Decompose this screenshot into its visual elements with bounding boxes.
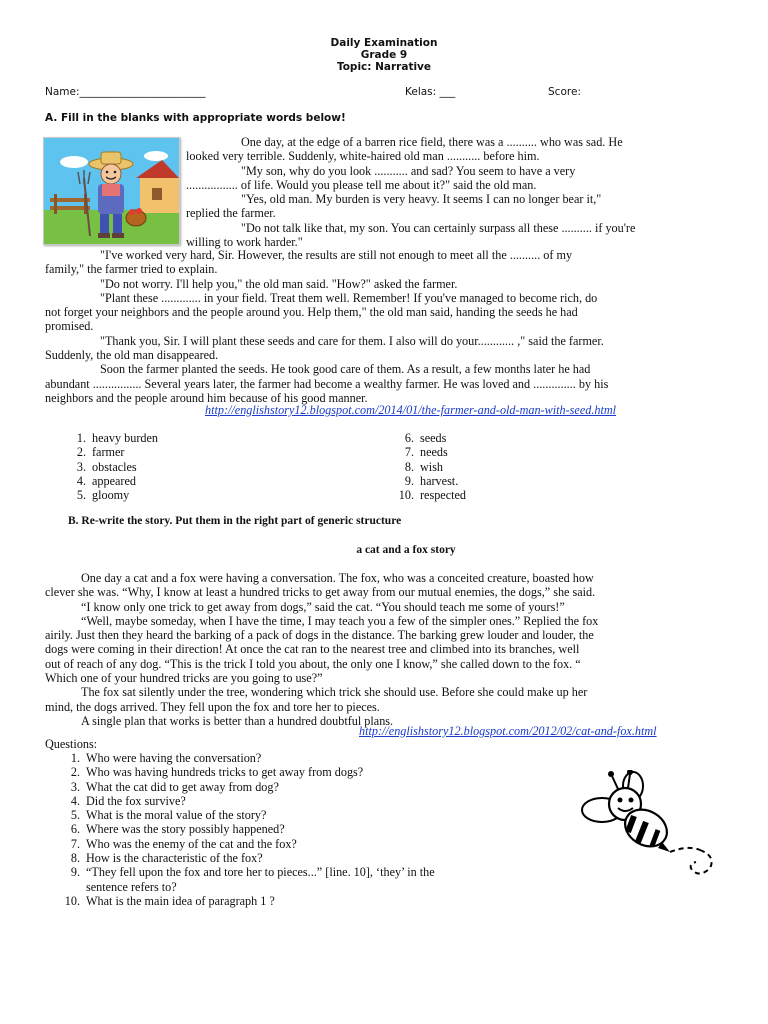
question-item <box>62 794 532 808</box>
story-line: neighbors and the people around him because of his good manner. <box>45 390 368 405</box>
exam-title: Daily Examination <box>330 37 438 49</box>
word-list-item-number: 7. <box>404 445 414 460</box>
word-list-item <box>396 488 646 502</box>
question-item-number: 4. <box>70 793 80 808</box>
question-item <box>62 780 532 794</box>
word-list-item-text: respected <box>420 488 467 503</box>
story-line: “Well, maybe someday, when I have the time, I may teach you a few of the simpler ones.” Replied the fox <box>81 613 599 628</box>
question-item-text: What the cat did to get away from dog? <box>86 779 279 794</box>
word-list-item-text: wish <box>420 459 444 474</box>
word-list-item <box>396 460 646 474</box>
word-list-item <box>68 445 318 459</box>
word-list-item-number: 4. <box>76 473 86 488</box>
story-line: clever she was. “Why, I know at least a hundred tricks to get away from our mutual enemies, the dogs,” she said. <box>45 585 596 600</box>
word-list-item-text: heavy burden <box>92 431 158 445</box>
word-list-item-number: 2. <box>76 445 86 460</box>
kelas-field-label: Kelas: ___ <box>405 86 456 98</box>
story-line: out of reach of any dog. “This is the trick I told you about, the only one I know,” she called down to the fox. “ <box>45 656 581 671</box>
question-item-number: 7. <box>70 836 80 851</box>
word-list-item-text: appeared <box>92 473 136 488</box>
question-item-number: 8. <box>70 851 80 866</box>
word-list-item-text: seeds <box>420 431 447 445</box>
score-field-label: Score: <box>548 86 581 98</box>
word-list-item-text: obstacles <box>92 459 137 474</box>
word-list-item-number: 8. <box>404 459 414 474</box>
question-item-number: 5. <box>70 808 80 823</box>
story-line: willing to work harder." <box>186 235 303 250</box>
exam-grade: Grade 9 <box>360 49 408 61</box>
story-line: "My son, why do you look ........... and sad? You seem to have a very <box>241 163 576 178</box>
exam-topic: Topic: Narrative <box>336 61 432 73</box>
question-item <box>62 837 532 851</box>
question-item <box>62 865 532 879</box>
story-line: replied the farmer. <box>186 206 276 221</box>
question-item-number: 10. <box>64 893 80 908</box>
questions-list <box>62 751 532 908</box>
story-line: "Yes, old man. My burden is very heavy. It seems I can no longer bear it," <box>241 192 602 207</box>
story-a-full-text <box>45 248 716 405</box>
question-item-text: Who were having the conversation? <box>86 751 262 765</box>
name-field-label: Name:________________________ <box>45 86 206 98</box>
story-line: promised. <box>45 319 94 334</box>
question-item <box>62 880 532 894</box>
question-item-text: Where was the story possibly happened? <box>86 822 285 837</box>
word-list-item-text: needs <box>420 445 448 460</box>
question-item-text: What is the moral value of the story? <box>86 808 267 823</box>
word-list-item-text: gloomy <box>92 488 130 503</box>
story-line: Soon the farmer planted the seeds. He took good care of them. As a result, a few months later he had <box>100 362 591 377</box>
word-list-item-number: 3. <box>76 459 86 474</box>
word-list-item-number: 1. <box>76 431 86 445</box>
word-list-item <box>68 474 318 488</box>
question-item-text: Did the fox survive? <box>86 793 186 808</box>
story-line: The fox sat silently under the tree, wondering which trick she should use. Before she could make up her <box>81 685 588 700</box>
story-line: "Do not worry. I'll help you," the old man said. "How?" asked the farmer. <box>100 276 458 291</box>
word-list-item <box>396 445 646 459</box>
question-item-number: 1. <box>70 751 80 765</box>
questions-label: Questions: <box>45 737 98 751</box>
word-list-item-number: 5. <box>76 488 86 503</box>
story-line: One day a cat and a fox were having a conversation. The fox, who was a conceited creature, boasted how <box>81 571 594 585</box>
story-line: "I've worked very hard, Sir. However, the results are still not enough to meet all the .......... of my <box>100 248 573 262</box>
story-line: airily. Just then they heard the barking of a pack of dogs in the distance. The barking grew louder and louder, the <box>45 628 594 643</box>
story-line: Which one of your hundred tricks are you going to use?” <box>45 671 323 686</box>
question-item <box>62 808 532 822</box>
bee-illustration <box>578 770 728 890</box>
story-line: looked very terrible. Suddenly, white-haired old man ........... before him. <box>186 149 540 164</box>
source-link-b[interactable]: http://englishstory12.blogspot.com/2012/02/cat-and-fox.html <box>359 724 657 738</box>
word-list-item-text: harvest. <box>420 473 459 488</box>
farmer-illustration <box>43 137 180 245</box>
story-line: "Do not talk like that, my son. You can certainly surpass all these .......... if you're <box>241 220 636 235</box>
word-list-item-number: 10. <box>398 488 414 503</box>
story-line: not forget your neighbors and the people around you. Help them," the old man said, handing the seeds he had <box>45 305 578 320</box>
question-item-text: sentence refers to? <box>86 879 177 894</box>
question-item-text: “They fell upon the fox and tore her to pieces...” [line. 10], ‘they’ in the <box>86 865 435 880</box>
story-line: abundant ................ Several years later, the farmer had become a wealthy farmer. He was loved and .............. by his <box>45 376 609 391</box>
word-list-item <box>396 431 646 445</box>
word-list-item <box>396 474 646 488</box>
question-item-text: Who was the enemy of the cat and the fox? <box>86 836 297 851</box>
question-item-text: How is the characteristic of the fox? <box>86 851 263 866</box>
story-b-title: a cat and a fox story <box>356 544 456 556</box>
word-list-item <box>68 460 318 474</box>
story-line: "Thank you, Sir. I will plant these seeds and care for them. I also will do your............ ," said the farmer. <box>100 333 604 348</box>
section-a-heading: A. Fill in the blanks with appropriate words below! <box>45 112 346 124</box>
question-item-number: 9. <box>70 865 80 880</box>
story-a-wrapped-text <box>186 135 716 249</box>
word-list-item-text: farmer <box>92 445 125 460</box>
question-item-number: 3. <box>70 779 80 794</box>
section-b-heading: B. Re-write the story. Put them in the right part of generic structure <box>68 515 402 527</box>
word-list-item <box>68 431 318 445</box>
question-item <box>62 851 532 865</box>
word-list-item-number: 6. <box>404 431 414 445</box>
question-item-text: Who was having hundreds tricks to get away from dogs? <box>86 765 364 780</box>
question-item <box>62 894 532 908</box>
question-item <box>62 765 532 779</box>
story-line: mind, the dogs arrived. They fell upon the fox and tore her to pieces. <box>45 699 380 714</box>
story-line: A single plan that works is better than a hundred doubtful plans. <box>81 713 394 728</box>
story-line: dogs were coming in their direction! At once the cat ran to the nearest tree and climbed into its branches, well <box>45 642 580 657</box>
word-list-item <box>68 488 318 502</box>
word-list-left <box>68 431 318 502</box>
question-item <box>62 751 532 765</box>
question-item-number: 2. <box>70 765 80 780</box>
story-b-text <box>45 571 727 728</box>
question-item-number: 6. <box>70 822 80 837</box>
story-line: ................. of life. Would you please tell me about it?" said the old man. <box>186 177 537 192</box>
question-item-text: What is the main idea of paragraph 1 ? <box>86 893 275 908</box>
source-link-a[interactable]: http://englishstory12.blogspot.com/2014/01/the-farmer-and-old-man-with-seed.html <box>205 403 617 417</box>
story-line: "Plant these ............. in your field. Treat them well. Remember! If you've managed to become rich, do <box>100 290 598 305</box>
story-line: “I know only one trick to get away from dogs,” said the cat. “You should teach me some of yours!” <box>81 599 565 614</box>
story-line: One day, at the edge of a barren rice field, there was a .......... who was sad. He <box>241 135 623 149</box>
word-list-item-number: 9. <box>404 473 414 488</box>
story-line: Suddenly, the old man disappeared. <box>45 348 219 363</box>
word-list-right <box>396 431 646 502</box>
question-item <box>62 822 532 836</box>
story-line: family," the farmer tried to explain. <box>45 262 218 277</box>
